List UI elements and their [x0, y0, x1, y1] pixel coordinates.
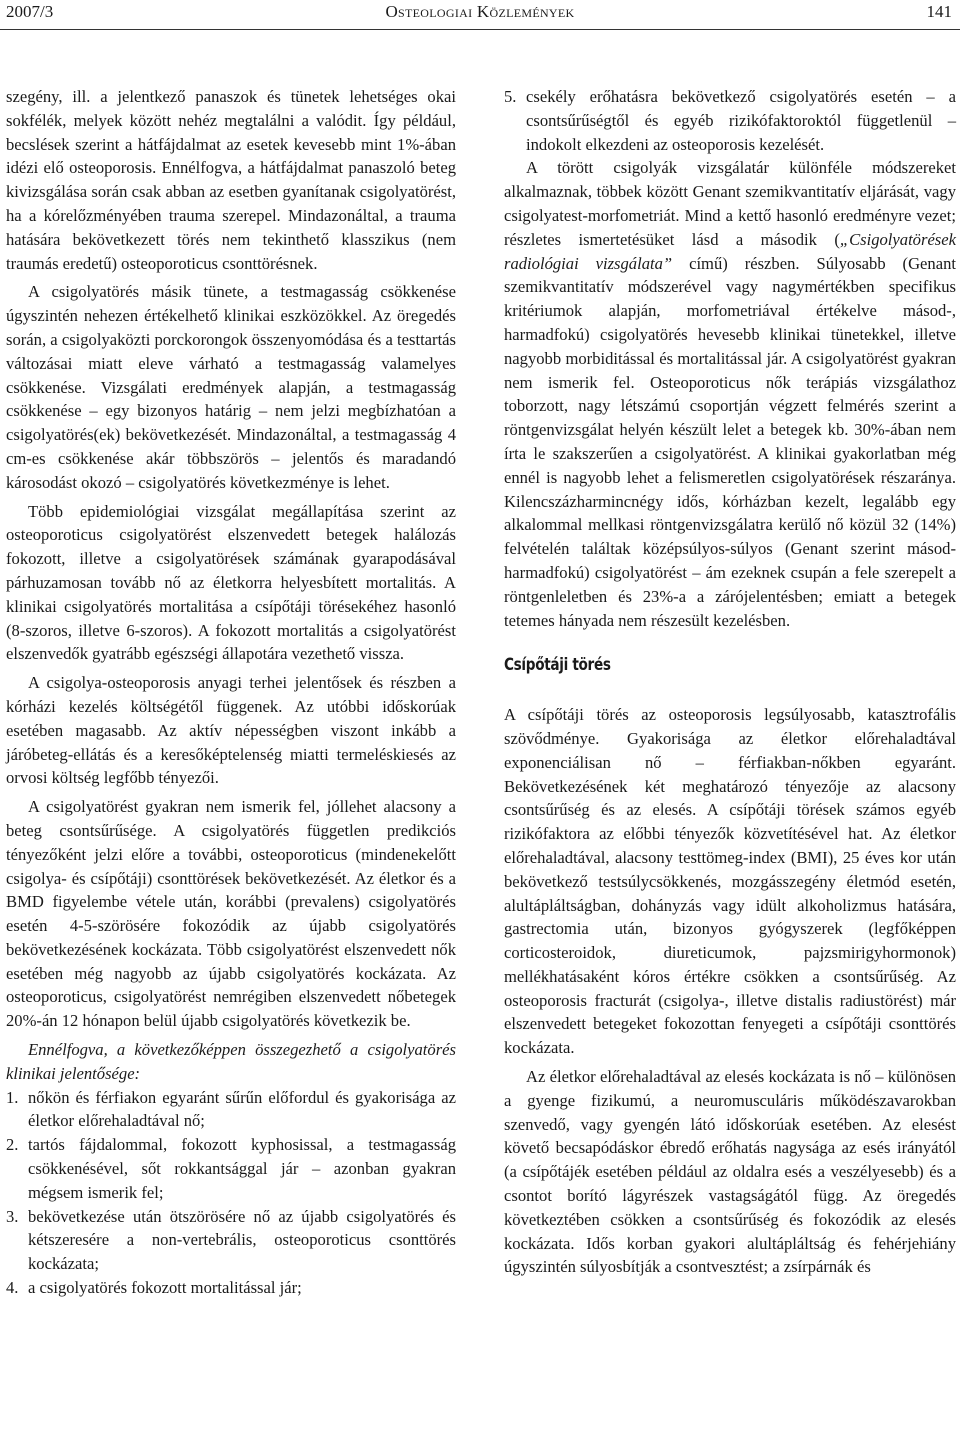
list-text: csekély erőhatásra bekövetkező csigolyatörés esetén – a csontsűrűségtől és egyéb rizikófaktoroktól függetlenül – indokolt elkezdeni az osteoporosis kezelését.	[526, 87, 956, 154]
right-column	[504, 85, 956, 1279]
list-number: 3.	[6, 1206, 19, 1226]
section-heading: Csípőtáji törés	[504, 655, 611, 676]
paragraph-italic: Ennélfogva, a következőképpen összegezhető a csigolyatörés klinikai jelentősége:	[6, 1040, 456, 1083]
paragraph: Az életkor előrehaladtával az elesés kockázata is nő – különösen a gyenge fizikumú, a neuromusculáris működészavarokban szenvedő, vagy gyengén látó időskorúak esetében. Az elesést követő becsapódáskor ébredő erőhatás nagysága az esés irányától (a csípőtájék esetében például az oldalra esés a veszélyesebb) és a csontot borító lágyrészek vastagságától függ. Az öregedés következtében csökken a csontsűrűség és fokozódik az elesés kockázata. Idős korban gyakori alultápláltság és fehérjehiány úgyszintén súlyosbítják a csontvesztést; a zsírpárnák és	[504, 1067, 956, 1277]
paragraph: A csigolyatörés másik tünete, a testmagasság csökkenése úgyszintén nehezen értékelhető klinikai eszközökkel. Az öregedés során, a csigolyaközti porckorongok összenyomódása és a testtartás változásai miatt eleve várható a testmagasság valamelyes csökkenése. Vizsgálati eredmények alapján, a testmagasság csökkenése – egy bizonyos határig – nem jelzi megbízhatóan a csigolyatörés(ek) bekövetkezését. Mindazonáltal, a testmagasság 4 cm-es csökkenése akár többszörös – jelentős és maradandó károsodást okozó – csigolyatörés következménye is lehet.	[6, 282, 456, 492]
list-text: tartós fájdalommal, fokozott kyphosissal, a testmagasság csökkenésével, sőt rokkantsággal jár – azonban gyakran mégsem ismerik fel;	[28, 1135, 456, 1202]
paragraph: A csigolya-osteoporosis anyagi terhei jelentősek és részben a kórházi kezelés költségétől függenek. Az utóbbi időskorúak esetében magasabb. Az aktív népességben viszont inkább a járóbeteg-ellátás és a keresőképtelenség miatti termeléskiesés az orvosi költség legfőbb tényezői.	[6, 673, 456, 788]
list-text: nőkön és férfiakon egyaránt sűrűn előfordul és gyakorisága az életkor előrehaladtával nő;	[28, 1087, 456, 1131]
header-rule	[0, 29, 960, 30]
list-item	[6, 1276, 456, 1300]
paragraph	[504, 156, 956, 632]
paragraph: szegény, ill. a jelentkező panaszok és tünetek lehetséges okai sokfélék, melyek között nehéz megtalálni a valódit. Így például, becslések szerint a hátfájdalmat az esetek kevesebb mint 1%-ában idézi elő osteoporosis. Ennélfogva, a hátfájdalmat panaszoló beteg kivizsgálása során csak abban az esetben gyanítanak csigolyatörést, ha a kórelőzményében trauma szerepel. Mindazonáltal, a trauma hatására bekövetkezett törés nem tekinthető klasszikus (nem traumás eredetű) osteoporoticus csonttörésnek.	[6, 87, 456, 273]
issue-label: 2007/3	[6, 2, 54, 21]
left-column	[6, 85, 456, 1300]
list-item	[6, 1086, 456, 1134]
text-run: című) részben. Súlyosabb (Genant szemikvantitatív módszerével vagy nagymértékben specifikus kritériumok alapján, morfometriával értékelve másod-, harmadfokú) csigolyatörés hevesebb klinikai tünetekkel, illetve nagyobb morbiditással és mortalitással jár. A csigolyatörést gyakran nem ismerik fel. Osteoporoticus nők terápiás vizsgálathoz toborzott, nagy létszámú csoportján végzett felmérés szerint a röntgenvizsgálat helyén készült lelet a betegek kb. 30%-ában nem írta le szakszerűen a csigolyatörést. A klinikai gyakorlatban még ennél is nagyobb lehet a felismeretlen csigolyatörések részaránya. Kilencszázharmincnégy idős, kórházban kezelt, legalább egy alkalommal mellkasi röntgenvizsgálatra kerülő nő közül 32 (14%) felvételén találtak középsúlyos-súlyos (Genant szerint másod-harmadfokú) csigolyatörést – ám ezeknek csupán a fele szerepelt a röntgenleletben és 23%-a a zárójelentésben; emiatt a betegek tetemes hányada nem részesült kezelésben.	[504, 253, 956, 630]
italic-title: „Csigolyatörések radiológiai vizsgálata”	[504, 229, 956, 273]
paragraph: A csípőtáji törés az osteoporosis legsúlyosabb, katasztrofális szövődménye. Gyakorisága az életkor előrehaladtával exponenciálisan nő – férfiakban-nőkben egyaránt. Bekövetkezésének két meghatározó tényezője az alacsony csontsűrűség és az elesés. A csípőtáji törések számos egyéb rizikófaktora az előbbi tényezők közvetítésével hat. Az életkor előrehaladtával, alacsony testtömeg-index (BMI), 25 éves kor után bekövetkező testsúlycsökkenés, mozgásszegény életmód esetén, alultápláltságban, dohányzás vagy idült alkoholizmus hatására, gastrectomia után, bizonyos gyógyszerek (legfőképpen corticosteroidok, diureticumok, pajzsmirigyhormonok) mellékhatásaként kóros értékre csökken a csontsűrűség. Az osteoporosis fracturát (csigolya-, illetve distalis radiustörést) már elszenvedett betegeket fokozottan fenyegeti a csípőtáji csonttörés kockázata.	[504, 705, 956, 1058]
list-text: a csigolyatörés fokozott mortalitással jár;	[28, 1278, 302, 1298]
numbered-list	[6, 1086, 456, 1300]
list-number: 2.	[6, 1135, 19, 1155]
numbered-list-continued	[504, 85, 956, 156]
list-number: 4.	[6, 1278, 19, 1298]
list-text: bekövetkezése után ötszörösére nő az újabb csigolyatörés és kétszeresére a non-vertebrális, osteoporoticus csonttörés kockázata;	[28, 1206, 456, 1274]
list-item	[6, 1133, 456, 1204]
journal-title: Osteologiai Közlemények	[385, 2, 575, 21]
page-number: 141	[926, 2, 952, 21]
list-number: 5.	[504, 87, 517, 106]
list-number: 1.	[6, 1087, 19, 1107]
text-run: A törött csigolyák vizsgálatár különféle módszereket alkalmaznak, többek között Genant szemikvantitatív eljárását, vagy csigolyatest-morfometriát. Mind a kettő hasonló eredményre vezet; részletes ismertetésüket lásd a második (	[504, 158, 956, 249]
running-header	[0, 0, 960, 32]
paragraph: A csigolyatörést gyakran nem ismerik fel, jóllehet alacsony a beteg csontsűrűsége. A csigolyatörés független predikciós tényezőként jelzi előre a további, osteoporoticus (mindenekelőtt csigolya- és csípőtáji) csonttörések bekövetkezését. Az életkor és a BMD figyelembe vétele után, korábbi (prevalens) csigolyatörés esetén 4-5-szörösére fokozódik az újabb csigolyatörés bekövetkezésének kockázata. Több csigolyatörést elszenvedett nők esetében még nagyobb az újabb csigolyatörés kockázata. Az osteoporoticus, csigolyatörést nemrégiben elszenvedett nőbetegek 20%-án 12 hónapon belül újabb csigolyatörés következik be.	[6, 797, 456, 1031]
list-item	[6, 1205, 456, 1276]
list-item	[504, 85, 956, 156]
paragraph: Több epidemiológiai vizsgálat megállapítása szerint az osteoporoticus csigolyatörést elszenvedett betegek halálozás fokozott, illetve a csigolyatörések számának gyarapodásával párhuzamosan tovább nő az életkorra helyesbített mortalitás. A klinikai csigolyatörés mortalitása a csípőtáji törésekéhez hasonló (8-szoros, illetve 6-szoros). A fokozott mortalitás a csigolyatörést elszenvedők gyatrább egészségi állapotára vezethető vissza.	[6, 501, 456, 664]
